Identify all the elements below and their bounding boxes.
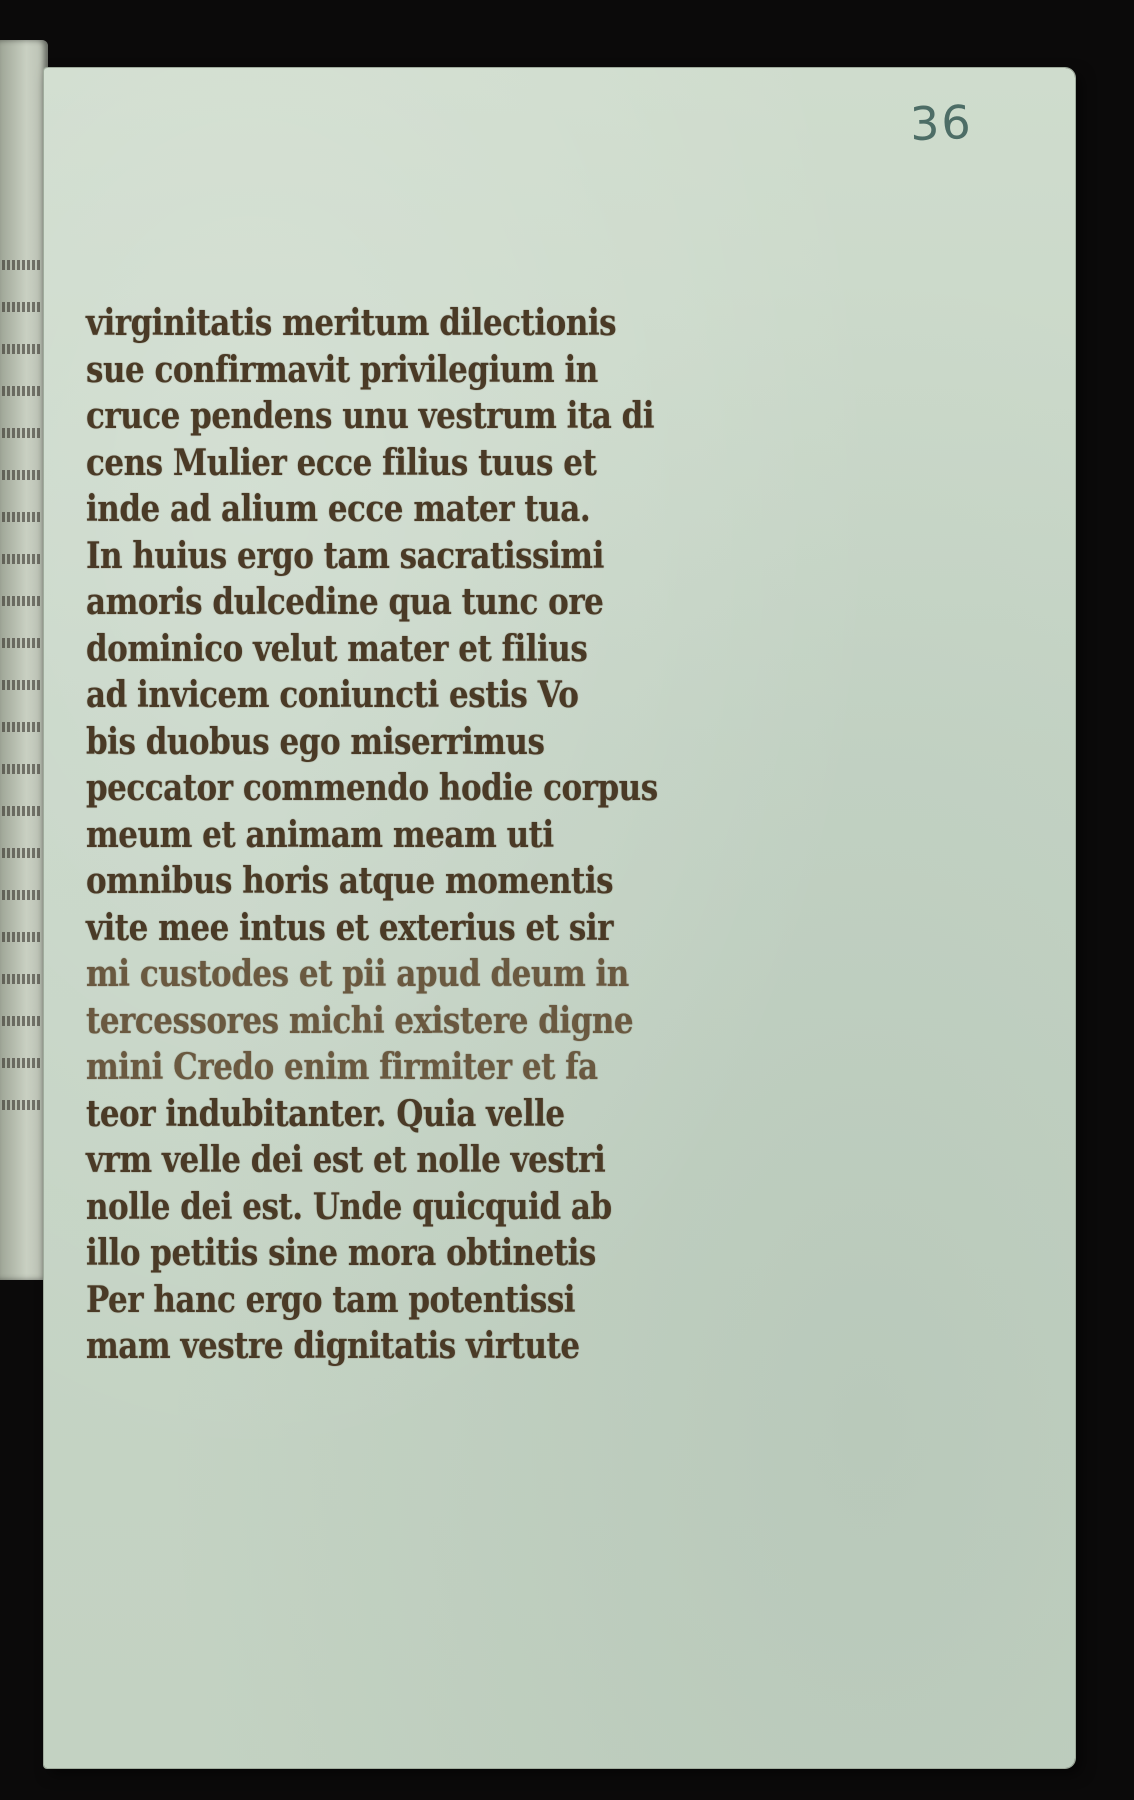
manuscript-folio (44, 68, 1075, 1768)
print-fragment (2, 680, 42, 690)
text-line: inde ad alium ecce mater tua. (86, 487, 591, 531)
print-fragment (2, 764, 42, 774)
print-fragment (2, 890, 42, 900)
text-line: virginitatis meritum dilectionis (86, 301, 617, 345)
print-fragment (2, 596, 42, 606)
print-fragment (2, 554, 42, 564)
print-fragment (2, 638, 42, 648)
text-line: cruce pendens unu vestrum ita di (86, 394, 655, 438)
print-fragment (2, 722, 42, 732)
text-line: vite mee intus et exterius et sir (86, 906, 613, 949)
print-fragment (2, 512, 42, 522)
print-fragment (2, 848, 42, 858)
text-line: ad invicem coniuncti estis Vo (86, 673, 579, 717)
print-fragment (2, 260, 42, 270)
print-fragment (2, 386, 42, 396)
print-fragment (2, 806, 42, 816)
text-line: mam vestre dignitatis virtute (86, 1324, 580, 1368)
text-line: tercessores michi existere digne (86, 999, 634, 1042)
text-line: peccator commendo hodie corpus (86, 766, 658, 810)
text-line: amoris dulcedine qua tunc ore (86, 580, 604, 624)
print-fragment (2, 1016, 42, 1026)
text-line: nolle dei est. Unde quicquid ab (86, 1185, 612, 1228)
text-line: dominico velut mater et filius (86, 627, 588, 670)
text-line: meum et animam meam uti (86, 813, 554, 856)
print-fragment (2, 428, 42, 438)
text-line: vrm velle dei est et nolle vestri (86, 1138, 606, 1182)
text-line: sue confirmavit privilegium in (86, 348, 598, 391)
print-fragment (2, 344, 42, 354)
print-fragment (2, 932, 42, 942)
text-block (86, 300, 806, 1370)
print-fragment (2, 974, 42, 984)
text-line: mini Credo enim firmiter et fa (86, 1045, 598, 1089)
print-fragment (2, 470, 42, 480)
text-line: cens Mulier ecce filius tuus et (86, 441, 597, 484)
text-line: Per hanc ergo tam potentissi (86, 1278, 576, 1321)
folio-number: 36 (909, 94, 974, 152)
text-line: illo petitis sine mora obtinetis (86, 1231, 596, 1275)
text-line: In huius ergo tam sacratissimi (86, 534, 604, 577)
print-fragment (2, 1058, 42, 1068)
print-fragment (2, 1100, 42, 1110)
text-line: bis duobus ego miserrimus (86, 720, 545, 763)
adjacent-printed-page-edge (0, 40, 48, 1280)
text-line: omnibus horis atque momentis (86, 859, 614, 903)
text-line: teor indubitanter. Quia velle (86, 1092, 565, 1135)
text-line: mi custodes et pii apud deum in (86, 952, 629, 996)
print-fragment (2, 302, 42, 312)
